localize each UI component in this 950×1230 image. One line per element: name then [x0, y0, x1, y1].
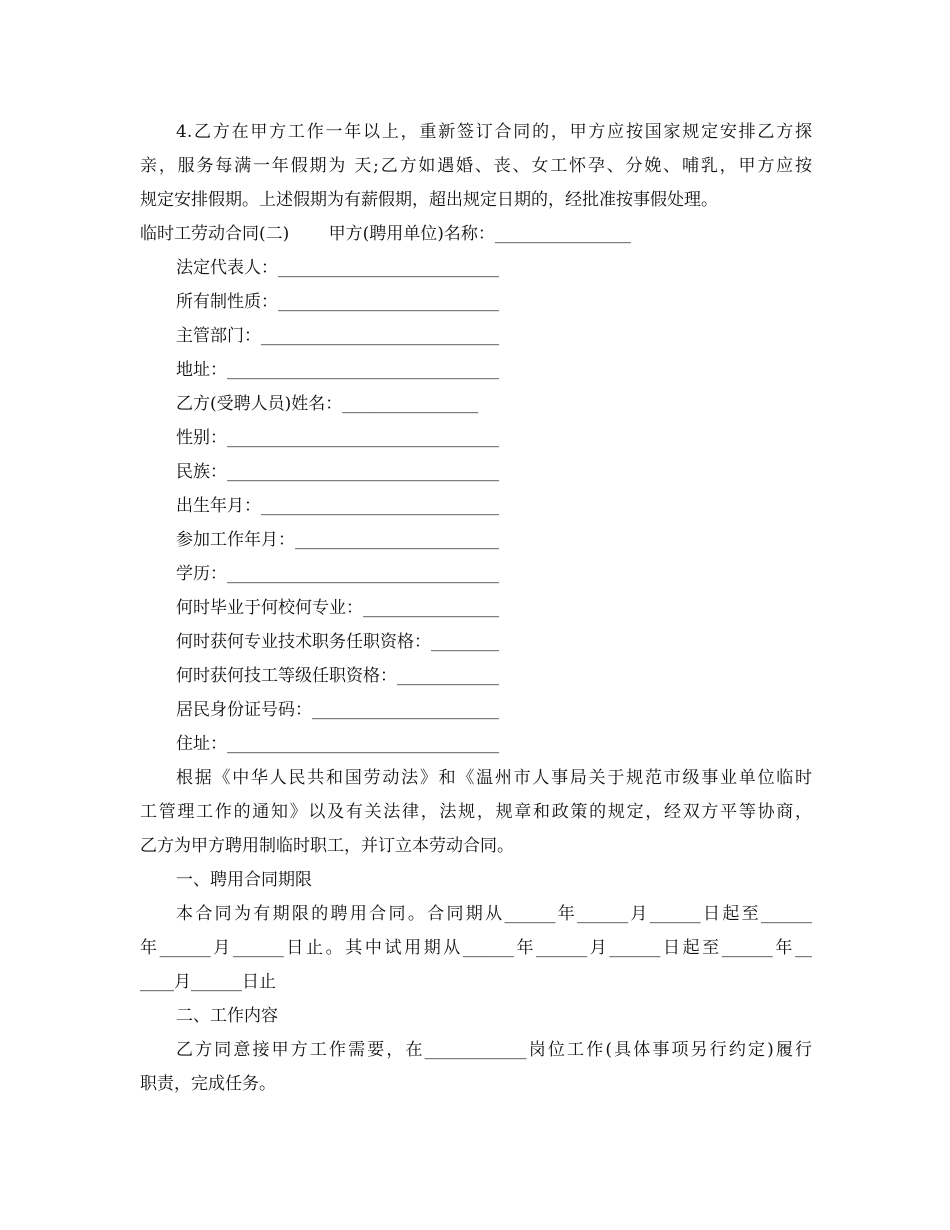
field-legal-representative: 法定代表人：__________________________	[176, 258, 499, 278]
paragraph-line: 4.乙方在甲方工作一年以上，重新签订合同的，甲方应按国家规定安排乙方探	[176, 122, 812, 142]
field-address: 地址：________________________________	[176, 360, 499, 380]
field-id-number: 居民身份证号码：______________________	[176, 700, 499, 720]
paragraph-line: 根据《中华人民共和国劳动法》和《温州市人事局关于规范市级事业单位临时	[176, 768, 812, 788]
field-professional-title: 何时获何专业技术职务任职资格：________	[176, 632, 499, 652]
field-gender: 性别：________________________________	[176, 428, 499, 448]
paragraph-line: 乙方为甲方聘用制临时职工，并订立本劳动合同。	[140, 836, 514, 856]
paragraph-line: 本合同为有期限的聘用合同。合同期从______年______月______日起至______	[176, 904, 812, 924]
field-ethnicity: 民族：________________________________	[176, 462, 499, 482]
field-supervising-department: 主管部门：____________________________	[176, 326, 499, 346]
field-skill-level: 何时获何技工等级任职资格：____________	[176, 666, 499, 686]
paragraph-line: 年______月______日止。其中试用期从______年______月______日起至______年__	[140, 938, 812, 958]
paragraph-line: 亲，服务每满一年假期为 天;乙方如遇婚、丧、女工怀孕、分娩、哺乳，甲方应按	[140, 156, 812, 176]
paragraph-line: 职责，完成任务。	[140, 1074, 276, 1094]
field-graduation: 何时毕业于何校何专业：________________	[176, 598, 499, 618]
field-work-start-date: 参加工作年月：________________________	[176, 530, 499, 550]
section-heading: 一、聘用合同期限	[176, 870, 312, 890]
field-ownership-type: 所有制性质：__________________________	[176, 292, 499, 312]
section-heading: 二、工作内容	[176, 1006, 278, 1026]
paragraph-line: 规定安排假期。上述假期为有薪假期，超出规定日期的，经批准按事假处理。	[140, 190, 718, 210]
contract-title-line: 临时工劳动合同(二) 甲方(聘用单位)名称：________________	[140, 224, 631, 244]
field-birth-date: 出生年月：____________________________	[176, 496, 499, 516]
field-residence: 住址：________________________________	[176, 734, 499, 754]
field-party-b-name: 乙方(受聘人员)姓名：________________	[176, 394, 479, 414]
paragraph-line: 乙方同意接甲方工作需要，在____________岗位工作(具体事项另行约定)履行	[176, 1040, 812, 1060]
paragraph-line: ____月______日止	[140, 972, 276, 992]
field-education: 学历：________________________________	[176, 564, 499, 584]
paragraph-line: 工管理工作的通知》以及有关法律，法规，规章和政策的规定，经双方平等协商，	[140, 802, 812, 822]
